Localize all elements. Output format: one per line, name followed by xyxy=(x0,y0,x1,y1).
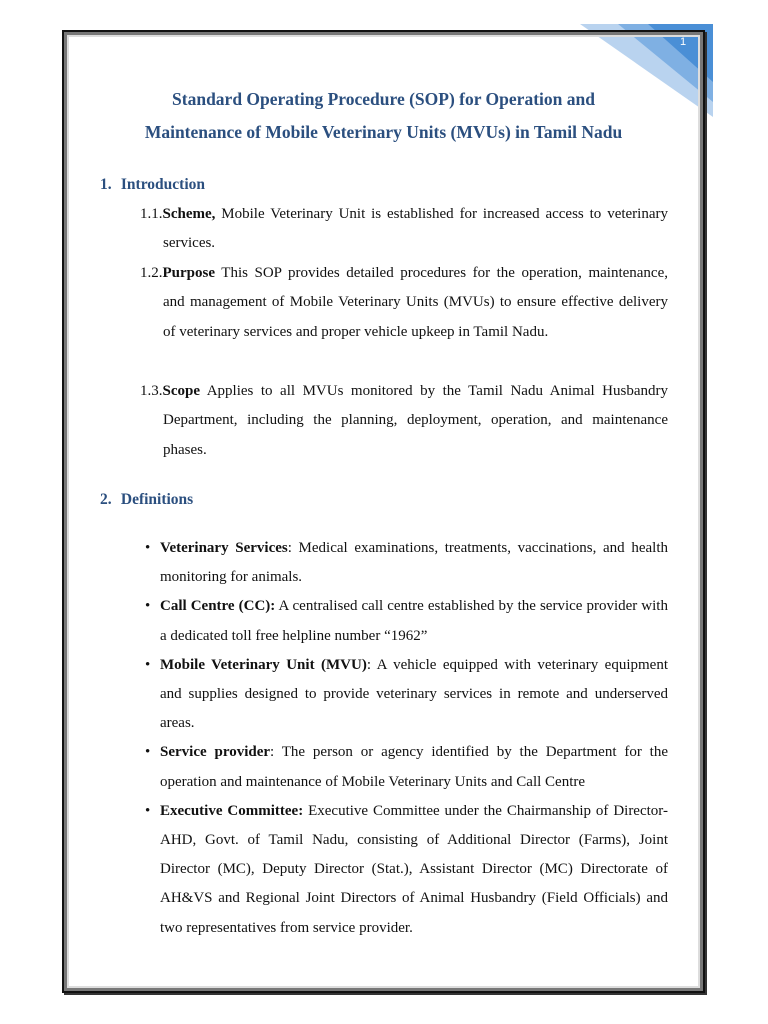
subsection-1-1: 1.1.Scheme, Mobile Veterinary Unit is established for increased access to veterinary services. xyxy=(140,206,668,252)
page-number: 1 xyxy=(680,36,687,48)
definition-mvu: • Mobile Veterinary Unit (MVU): A vehicle equipped with veterinary equipment and supplies designed to provide veterinary services in remote and underserved areas. xyxy=(160,651,668,739)
document-title-line-2: Maintenance of Mobile Veterinary Units (MVUs) in Tamil Nadu xyxy=(144,122,623,142)
definition-call-centre: • Call Centre (CC): A centralised call centre established by the service provider with a dedicated toll free helpline number “1962” xyxy=(160,592,668,650)
definitions-list xyxy=(160,534,668,943)
section-heading-definitions: 2. Definitions xyxy=(100,491,194,508)
subsection-1-3: 1.3.Scope Applies to all MVUs monitored by the Tamil Nadu Animal Husbandry Department, including the planning, deployment, operation, and maintenance phases. xyxy=(140,383,668,458)
definition-veterinary-services: • Veterinary Services: Medical examinations, treatments, vaccinations, and health monitoring for animals. xyxy=(160,534,668,592)
document-title-line-1: Standard Operating Procedure (SOP) for Operation and xyxy=(172,89,595,109)
definition-executive-committee: • Executive Committee: Executive Committee under the Chairmanship of Director- AHD, Govt. of Tamil Nadu, consisting of Additional Director (Farms), Joint Director (MC), Deputy Director (Stat.), Assistant Director (MC) Directorate of AH&VS and Regional Joint Directors of Animal Husbandry (Field Officials) and two representatives from service provider. xyxy=(160,797,668,943)
section-heading-introduction: 1. Introduction xyxy=(100,176,205,193)
definition-service-provider: • Service provider: The person or agency identified by the Department for the operation and maintenance of Mobile Veterinary Units and Call Centre xyxy=(160,738,668,796)
subsection-1-2: 1.2.Purpose This SOP provides detailed procedures for the operation, maintenance, and management of Mobile Veterinary Units (MVUs) to ensure effective delivery of veterinary services and proper vehicle upkeep in Tamil Nadu. xyxy=(140,265,668,340)
